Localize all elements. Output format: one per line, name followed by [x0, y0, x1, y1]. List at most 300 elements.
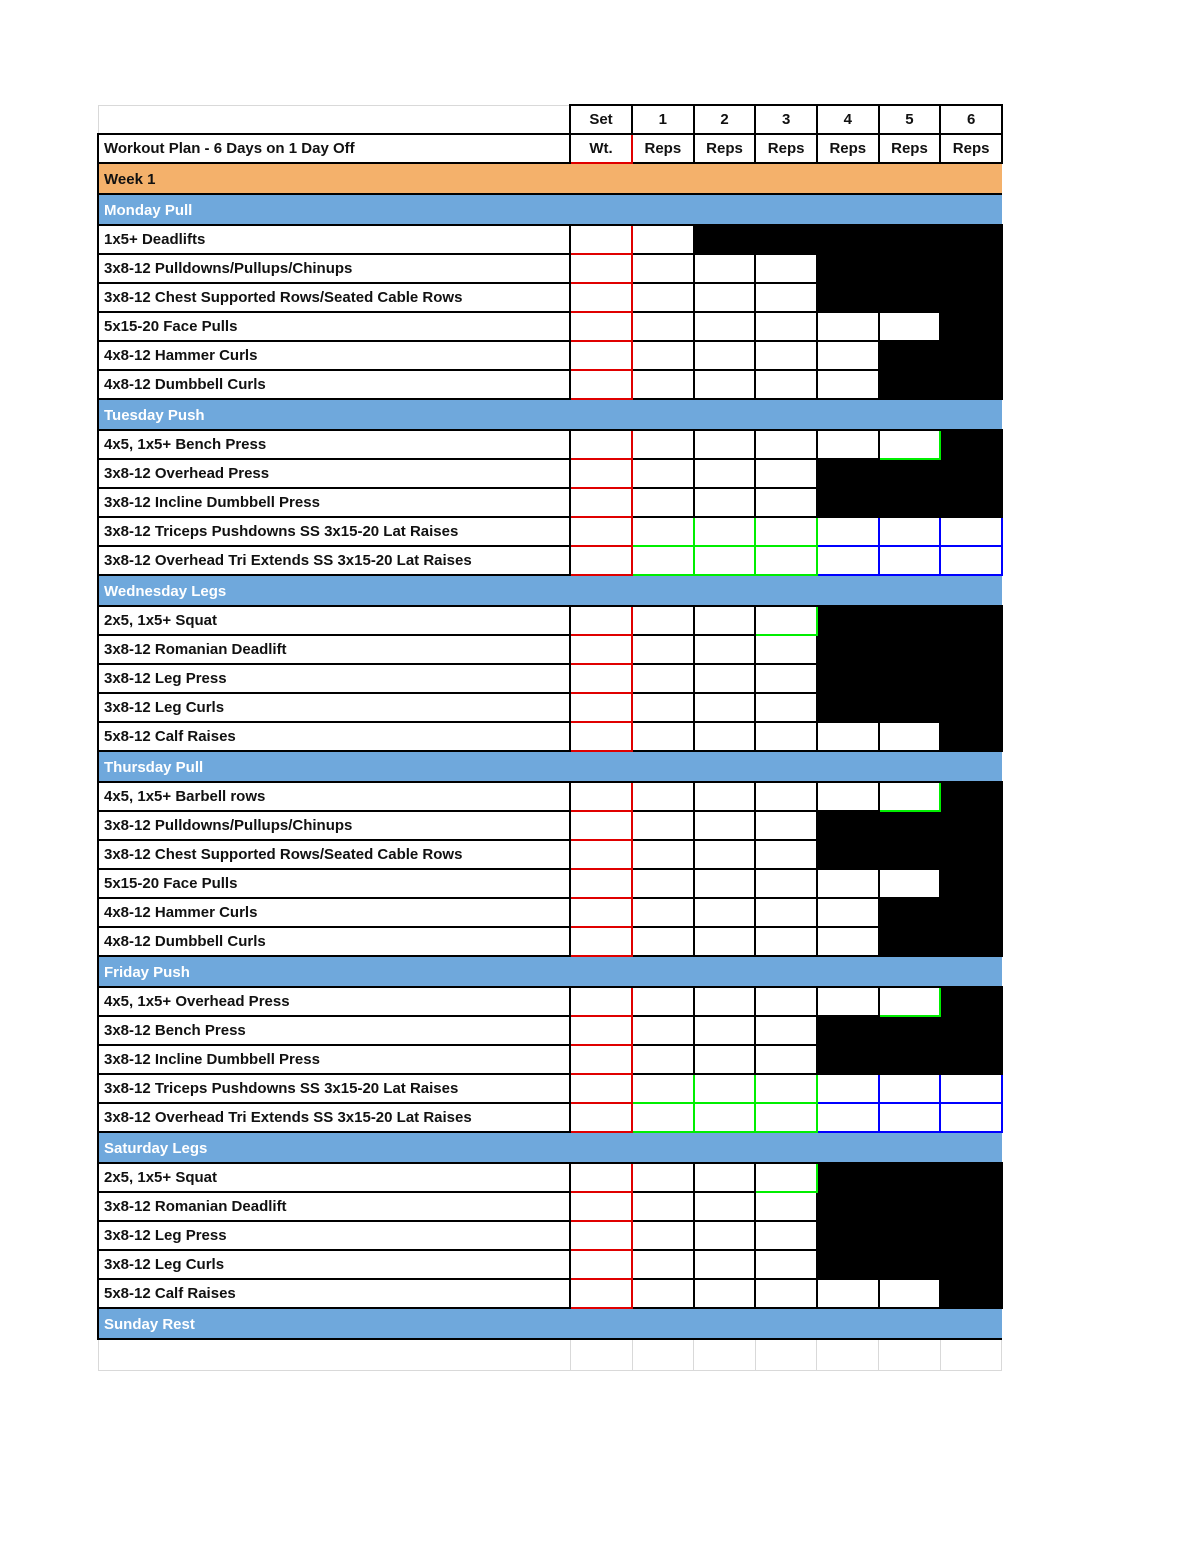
- header-reps-5: Reps: [879, 134, 941, 163]
- reps-input-cell-3[interactable]: [755, 722, 817, 751]
- reps-input-cell-1[interactable]: [632, 459, 694, 488]
- exercise-label: 3x8-12 Triceps Pushdowns SS 3x15-20 Lat Raises: [98, 517, 570, 546]
- exercise-label: 5x8-12 Calf Raises: [98, 722, 570, 751]
- reps-input-cell-1[interactable]: [632, 898, 694, 927]
- exercise-label: 3x8-12 Triceps Pushdowns SS 3x15-20 Lat Raises: [98, 1074, 570, 1103]
- exercise-label: 3x8-12 Leg Curls: [98, 693, 570, 722]
- weight-input-cell[interactable]: [570, 312, 632, 341]
- reps-input-cell-1[interactable]: [632, 840, 694, 869]
- exercise-label: 4x8-12 Dumbbell Curls: [98, 370, 570, 399]
- blocked-set-cell: [940, 722, 1002, 751]
- exercise-label: 3x8-12 Leg Press: [98, 664, 570, 693]
- empty-cell[interactable]: [879, 1339, 941, 1370]
- reps-input-cell-6[interactable]: [940, 517, 1002, 546]
- header-set-3: 3: [755, 105, 817, 134]
- reps-input-cell-1[interactable]: [632, 312, 694, 341]
- weight-input-cell[interactable]: [570, 1221, 632, 1250]
- blocked-set-cell: [940, 1250, 1002, 1279]
- blocked-set-cell: [817, 1221, 879, 1250]
- blocked-set-cell: [879, 341, 941, 370]
- reps-input-cell-2[interactable]: [694, 283, 756, 312]
- blocked-set-cell: [817, 811, 879, 840]
- day-band-monday-pull: [98, 194, 1002, 225]
- exercise-label: 4x5, 1x5+ Bench Press: [98, 430, 570, 459]
- reps-input-cell-4[interactable]: [817, 722, 879, 751]
- reps-input-cell-4[interactable]: [817, 1074, 879, 1103]
- blocked-set-cell: [817, 1250, 879, 1279]
- exercise-row: [98, 1045, 1002, 1074]
- reps-input-cell-3[interactable]: [755, 430, 817, 459]
- exercise-label: 3x8-12 Romanian Deadlift: [98, 1192, 570, 1221]
- exercise-row: [98, 1250, 1002, 1279]
- weight-input-cell[interactable]: [570, 283, 632, 312]
- reps-input-cell-6[interactable]: [940, 1103, 1002, 1132]
- header-weight-label: Wt.: [570, 134, 632, 163]
- workout-table: [97, 104, 1003, 1371]
- empty-row: [98, 1339, 1002, 1370]
- day-label: Tuesday Push: [98, 399, 1002, 430]
- reps-input-cell-2[interactable]: [694, 606, 756, 635]
- reps-input-cell-2[interactable]: [694, 1192, 756, 1221]
- blocked-set-cell: [940, 1163, 1002, 1192]
- reps-input-cell-2[interactable]: [694, 254, 756, 283]
- header-row-set-numbers: [98, 105, 1002, 134]
- reps-input-cell-1[interactable]: [632, 1279, 694, 1308]
- header-set-4: 4: [817, 105, 879, 134]
- blocked-set-cell: [879, 254, 941, 283]
- exercise-row: [98, 1221, 1002, 1250]
- weight-input-cell[interactable]: [570, 1192, 632, 1221]
- weight-input-cell[interactable]: [570, 488, 632, 517]
- reps-input-cell-3[interactable]: [755, 635, 817, 664]
- blocked-set-cell: [817, 635, 879, 664]
- blocked-set-cell: [817, 254, 879, 283]
- reps-input-cell-1[interactable]: [632, 1250, 694, 1279]
- blocked-set-cell: [817, 283, 879, 312]
- exercise-label: 3x8-12 Chest Supported Rows/Seated Cable Rows: [98, 840, 570, 869]
- blocked-set-cell: [940, 1279, 1002, 1308]
- reps-input-cell-3[interactable]: [755, 1045, 817, 1074]
- reps-input-cell-2[interactable]: [694, 430, 756, 459]
- day-band-sunday-rest: [98, 1308, 1002, 1339]
- reps-input-cell-2[interactable]: [694, 869, 756, 898]
- header-set-1: 1: [632, 105, 694, 134]
- weight-input-cell[interactable]: [570, 693, 632, 722]
- reps-input-cell-2[interactable]: [694, 370, 756, 399]
- reps-input-cell-2[interactable]: [694, 927, 756, 956]
- header-reps-4: Reps: [817, 134, 879, 163]
- blocked-set-cell: [940, 840, 1002, 869]
- weight-input-cell[interactable]: [570, 898, 632, 927]
- empty-cell[interactable]: [694, 1339, 756, 1370]
- blocked-set-cell: [940, 341, 1002, 370]
- reps-input-cell-2[interactable]: [694, 341, 756, 370]
- reps-input-cell-1[interactable]: [632, 869, 694, 898]
- reps-input-cell-1[interactable]: [632, 1045, 694, 1074]
- reps-input-cell-2[interactable]: [694, 488, 756, 517]
- reps-input-cell-3[interactable]: [755, 1163, 817, 1192]
- blocked-set-cell: [940, 693, 1002, 722]
- exercise-label: 3x8-12 Leg Press: [98, 1221, 570, 1250]
- weight-input-cell[interactable]: [570, 1074, 632, 1103]
- reps-input-cell-3[interactable]: [755, 1074, 817, 1103]
- weight-input-cell[interactable]: [570, 664, 632, 693]
- day-label: Sunday Rest: [98, 1308, 1002, 1339]
- reps-input-cell-4[interactable]: [817, 1279, 879, 1308]
- reps-input-cell-3[interactable]: [755, 488, 817, 517]
- reps-input-cell-2[interactable]: [694, 840, 756, 869]
- exercise-label: 3x8-12 Overhead Press: [98, 459, 570, 488]
- blocked-set-cell: [879, 811, 941, 840]
- reps-input-cell-2[interactable]: [694, 459, 756, 488]
- blocked-set-cell: [940, 898, 1002, 927]
- blocked-set-cell: [817, 664, 879, 693]
- exercise-row: [98, 283, 1002, 312]
- reps-input-cell-1[interactable]: [632, 225, 694, 254]
- empty-cell[interactable]: [98, 1339, 570, 1370]
- exercise-label: 4x8-12 Hammer Curls: [98, 898, 570, 927]
- reps-input-cell-2[interactable]: [694, 987, 756, 1016]
- reps-input-cell-4[interactable]: [817, 1103, 879, 1132]
- blocked-set-cell: [879, 635, 941, 664]
- reps-input-cell-5[interactable]: [879, 722, 941, 751]
- reps-input-cell-1[interactable]: [632, 517, 694, 546]
- exercise-label: 1x5+ Deadlifts: [98, 225, 570, 254]
- header-blank-cell: [98, 105, 570, 134]
- day-band-friday-push: [98, 956, 1002, 987]
- reps-input-cell-2[interactable]: [694, 312, 756, 341]
- weight-input-cell[interactable]: [570, 927, 632, 956]
- reps-input-cell-5[interactable]: [879, 1074, 941, 1103]
- weight-input-cell[interactable]: [570, 341, 632, 370]
- exercise-row: [98, 840, 1002, 869]
- reps-input-cell-1[interactable]: [632, 664, 694, 693]
- exercise-row: [98, 635, 1002, 664]
- header-reps-6: Reps: [940, 134, 1002, 163]
- reps-input-cell-3[interactable]: [755, 606, 817, 635]
- reps-input-cell-1[interactable]: [632, 722, 694, 751]
- weight-input-cell[interactable]: [570, 869, 632, 898]
- exercise-row: [98, 693, 1002, 722]
- header-reps-3: Reps: [755, 134, 817, 163]
- exercise-row: [98, 1074, 1002, 1103]
- blocked-set-cell: [940, 782, 1002, 811]
- reps-input-cell-1[interactable]: [632, 1016, 694, 1045]
- exercise-row: [98, 869, 1002, 898]
- exercise-row: [98, 546, 1002, 575]
- reps-input-cell-3[interactable]: [755, 517, 817, 546]
- exercise-row: [98, 312, 1002, 341]
- weight-input-cell[interactable]: [570, 1016, 632, 1045]
- header-set-label: Set: [570, 105, 632, 134]
- empty-cell[interactable]: [632, 1339, 694, 1370]
- blocked-set-cell: [817, 1045, 879, 1074]
- exercise-label: 3x8-12 Pulldowns/Pullups/Chinups: [98, 811, 570, 840]
- week-band: [98, 163, 1002, 194]
- weight-input-cell[interactable]: [570, 811, 632, 840]
- blocked-set-cell: [755, 225, 817, 254]
- day-band-saturday-legs: [98, 1132, 1002, 1163]
- day-label: Friday Push: [98, 956, 1002, 987]
- reps-input-cell-1[interactable]: [632, 283, 694, 312]
- reps-input-cell-1[interactable]: [632, 782, 694, 811]
- reps-input-cell-3[interactable]: [755, 1279, 817, 1308]
- day-label: Wednesday Legs: [98, 575, 1002, 606]
- blocked-set-cell: [694, 225, 756, 254]
- reps-input-cell-3[interactable]: [755, 370, 817, 399]
- exercise-row: [98, 488, 1002, 517]
- weight-input-cell[interactable]: [570, 840, 632, 869]
- blocked-set-cell: [817, 1163, 879, 1192]
- weight-input-cell[interactable]: [570, 722, 632, 751]
- exercise-row: [98, 459, 1002, 488]
- reps-input-cell-3[interactable]: [755, 1016, 817, 1045]
- header-set-6: 6: [940, 105, 1002, 134]
- blocked-set-cell: [879, 488, 941, 517]
- blocked-set-cell: [879, 1192, 941, 1221]
- exercise-label: 3x8-12 Bench Press: [98, 1016, 570, 1045]
- weight-input-cell[interactable]: [570, 635, 632, 664]
- blocked-set-cell: [879, 898, 941, 927]
- reps-input-cell-1[interactable]: [632, 1192, 694, 1221]
- reps-input-cell-1[interactable]: [632, 606, 694, 635]
- exercise-label: 4x8-12 Dumbbell Curls: [98, 927, 570, 956]
- exercise-row: [98, 664, 1002, 693]
- exercise-row: [98, 987, 1002, 1016]
- exercise-row: [98, 1016, 1002, 1045]
- reps-input-cell-1[interactable]: [632, 811, 694, 840]
- reps-input-cell-5[interactable]: [879, 312, 941, 341]
- reps-input-cell-3[interactable]: [755, 898, 817, 927]
- blocked-set-cell: [940, 635, 1002, 664]
- reps-input-cell-1[interactable]: [632, 1163, 694, 1192]
- reps-input-cell-1[interactable]: [632, 1103, 694, 1132]
- exercise-label: 3x8-12 Leg Curls: [98, 1250, 570, 1279]
- empty-cell[interactable]: [817, 1339, 879, 1370]
- reps-input-cell-3[interactable]: [755, 459, 817, 488]
- reps-input-cell-4[interactable]: [817, 782, 879, 811]
- exercise-row: [98, 370, 1002, 399]
- reps-input-cell-3[interactable]: [755, 1221, 817, 1250]
- blocked-set-cell: [879, 1045, 941, 1074]
- page-title: Workout Plan - 6 Days on 1 Day Off: [98, 134, 570, 163]
- exercise-label: 2x5, 1x5+ Squat: [98, 1163, 570, 1192]
- reps-input-cell-3[interactable]: [755, 254, 817, 283]
- day-band-tuesday-push: [98, 399, 1002, 430]
- reps-input-cell-1[interactable]: [632, 370, 694, 399]
- exercise-row: [98, 898, 1002, 927]
- exercise-row: [98, 811, 1002, 840]
- reps-input-cell-3[interactable]: [755, 546, 817, 575]
- reps-input-cell-5[interactable]: [879, 782, 941, 811]
- weight-input-cell[interactable]: [570, 517, 632, 546]
- reps-input-cell-2[interactable]: [694, 546, 756, 575]
- exercise-label: 3x8-12 Overhead Tri Extends SS 3x15-20 Lat Raises: [98, 546, 570, 575]
- reps-input-cell-1[interactable]: [632, 430, 694, 459]
- reps-input-cell-2[interactable]: [694, 1163, 756, 1192]
- reps-input-cell-2[interactable]: [694, 898, 756, 927]
- reps-input-cell-3[interactable]: [755, 693, 817, 722]
- reps-input-cell-2[interactable]: [694, 1103, 756, 1132]
- reps-input-cell-3[interactable]: [755, 664, 817, 693]
- reps-input-cell-3[interactable]: [755, 283, 817, 312]
- exercise-label: 4x5, 1x5+ Overhead Press: [98, 987, 570, 1016]
- blocked-set-cell: [940, 869, 1002, 898]
- weight-input-cell[interactable]: [570, 254, 632, 283]
- weight-input-cell[interactable]: [570, 1250, 632, 1279]
- reps-input-cell-1[interactable]: [632, 546, 694, 575]
- header-reps-2: Reps: [694, 134, 756, 163]
- header-row-units: [98, 134, 1002, 163]
- weight-input-cell[interactable]: [570, 225, 632, 254]
- blocked-set-cell: [817, 225, 879, 254]
- header-set-5: 5: [879, 105, 941, 134]
- weight-input-cell[interactable]: [570, 1279, 632, 1308]
- reps-input-cell-1[interactable]: [632, 341, 694, 370]
- reps-input-cell-2[interactable]: [694, 1016, 756, 1045]
- reps-input-cell-4[interactable]: [817, 546, 879, 575]
- blocked-set-cell: [879, 664, 941, 693]
- reps-input-cell-3[interactable]: [755, 1103, 817, 1132]
- exercise-row: [98, 517, 1002, 546]
- weight-input-cell[interactable]: [570, 1103, 632, 1132]
- blocked-set-cell: [940, 225, 1002, 254]
- exercise-row: [98, 782, 1002, 811]
- blocked-set-cell: [879, 1221, 941, 1250]
- reps-input-cell-4[interactable]: [817, 370, 879, 399]
- blocked-set-cell: [817, 488, 879, 517]
- empty-cell[interactable]: [570, 1339, 632, 1370]
- exercise-row: [98, 254, 1002, 283]
- reps-input-cell-4[interactable]: [817, 927, 879, 956]
- reps-input-cell-4[interactable]: [817, 898, 879, 927]
- reps-input-cell-3[interactable]: [755, 312, 817, 341]
- reps-input-cell-5[interactable]: [879, 546, 941, 575]
- reps-input-cell-1[interactable]: [632, 254, 694, 283]
- exercise-label: 4x5, 1x5+ Barbell rows: [98, 782, 570, 811]
- reps-input-cell-3[interactable]: [755, 987, 817, 1016]
- blocked-set-cell: [879, 459, 941, 488]
- day-band-wednesday-legs: [98, 575, 1002, 606]
- reps-input-cell-2[interactable]: [694, 811, 756, 840]
- reps-input-cell-1[interactable]: [632, 987, 694, 1016]
- reps-input-cell-4[interactable]: [817, 987, 879, 1016]
- reps-input-cell-3[interactable]: [755, 1250, 817, 1279]
- reps-input-cell-6[interactable]: [940, 546, 1002, 575]
- weight-input-cell[interactable]: [570, 546, 632, 575]
- blocked-set-cell: [940, 927, 1002, 956]
- reps-input-cell-4[interactable]: [817, 869, 879, 898]
- exercise-row: [98, 1163, 1002, 1192]
- blocked-set-cell: [879, 1250, 941, 1279]
- exercise-row: [98, 1103, 1002, 1132]
- blocked-set-cell: [940, 283, 1002, 312]
- weight-input-cell[interactable]: [570, 987, 632, 1016]
- blocked-set-cell: [817, 459, 879, 488]
- reps-input-cell-6[interactable]: [940, 1074, 1002, 1103]
- reps-input-cell-2[interactable]: [694, 517, 756, 546]
- blocked-set-cell: [940, 430, 1002, 459]
- reps-input-cell-1[interactable]: [632, 488, 694, 517]
- reps-input-cell-3[interactable]: [755, 869, 817, 898]
- reps-input-cell-3[interactable]: [755, 811, 817, 840]
- blocked-set-cell: [879, 606, 941, 635]
- blocked-set-cell: [940, 811, 1002, 840]
- reps-input-cell-4[interactable]: [817, 341, 879, 370]
- exercise-label: 3x8-12 Pulldowns/Pullups/Chinups: [98, 254, 570, 283]
- reps-input-cell-2[interactable]: [694, 693, 756, 722]
- reps-input-cell-1[interactable]: [632, 693, 694, 722]
- reps-input-cell-3[interactable]: [755, 840, 817, 869]
- reps-input-cell-1[interactable]: [632, 1221, 694, 1250]
- reps-input-cell-1[interactable]: [632, 635, 694, 664]
- reps-input-cell-5[interactable]: [879, 517, 941, 546]
- exercise-row: [98, 606, 1002, 635]
- weight-input-cell[interactable]: [570, 1163, 632, 1192]
- reps-input-cell-2[interactable]: [694, 1279, 756, 1308]
- reps-input-cell-2[interactable]: [694, 664, 756, 693]
- weight-input-cell[interactable]: [570, 1045, 632, 1074]
- reps-input-cell-4[interactable]: [817, 430, 879, 459]
- exercise-row: [98, 430, 1002, 459]
- exercise-label: 3x8-12 Chest Supported Rows/Seated Cable Rows: [98, 283, 570, 312]
- reps-input-cell-3[interactable]: [755, 927, 817, 956]
- reps-input-cell-2[interactable]: [694, 635, 756, 664]
- blocked-set-cell: [940, 664, 1002, 693]
- reps-input-cell-5[interactable]: [879, 1279, 941, 1308]
- exercise-row: [98, 1192, 1002, 1221]
- exercise-row: [98, 1279, 1002, 1308]
- reps-input-cell-2[interactable]: [694, 1250, 756, 1279]
- header-set-2: 2: [694, 105, 756, 134]
- exercise-label: 3x8-12 Overhead Tri Extends SS 3x15-20 Lat Raises: [98, 1103, 570, 1132]
- reps-input-cell-2[interactable]: [694, 782, 756, 811]
- reps-input-cell-2[interactable]: [694, 1074, 756, 1103]
- exercise-row: [98, 341, 1002, 370]
- reps-input-cell-3[interactable]: [755, 341, 817, 370]
- blocked-set-cell: [817, 1016, 879, 1045]
- exercise-label: 5x15-20 Face Pulls: [98, 869, 570, 898]
- blocked-set-cell: [879, 283, 941, 312]
- reps-input-cell-5[interactable]: [879, 869, 941, 898]
- weight-input-cell[interactable]: [570, 370, 632, 399]
- reps-input-cell-5[interactable]: [879, 1103, 941, 1132]
- empty-cell[interactable]: [940, 1339, 1002, 1370]
- reps-input-cell-2[interactable]: [694, 1045, 756, 1074]
- weight-input-cell[interactable]: [570, 606, 632, 635]
- reps-input-cell-2[interactable]: [694, 722, 756, 751]
- empty-cell[interactable]: [755, 1339, 817, 1370]
- blocked-set-cell: [879, 225, 941, 254]
- reps-input-cell-5[interactable]: [879, 430, 941, 459]
- exercise-label: 4x8-12 Hammer Curls: [98, 341, 570, 370]
- weight-input-cell[interactable]: [570, 782, 632, 811]
- reps-input-cell-3[interactable]: [755, 1192, 817, 1221]
- reps-input-cell-3[interactable]: [755, 782, 817, 811]
- reps-input-cell-4[interactable]: [817, 312, 879, 341]
- weight-input-cell[interactable]: [570, 430, 632, 459]
- blocked-set-cell: [817, 1192, 879, 1221]
- reps-input-cell-5[interactable]: [879, 987, 941, 1016]
- blocked-set-cell: [940, 254, 1002, 283]
- reps-input-cell-1[interactable]: [632, 927, 694, 956]
- blocked-set-cell: [940, 370, 1002, 399]
- blocked-set-cell: [817, 606, 879, 635]
- reps-input-cell-4[interactable]: [817, 517, 879, 546]
- reps-input-cell-1[interactable]: [632, 1074, 694, 1103]
- reps-input-cell-2[interactable]: [694, 1221, 756, 1250]
- weight-input-cell[interactable]: [570, 459, 632, 488]
